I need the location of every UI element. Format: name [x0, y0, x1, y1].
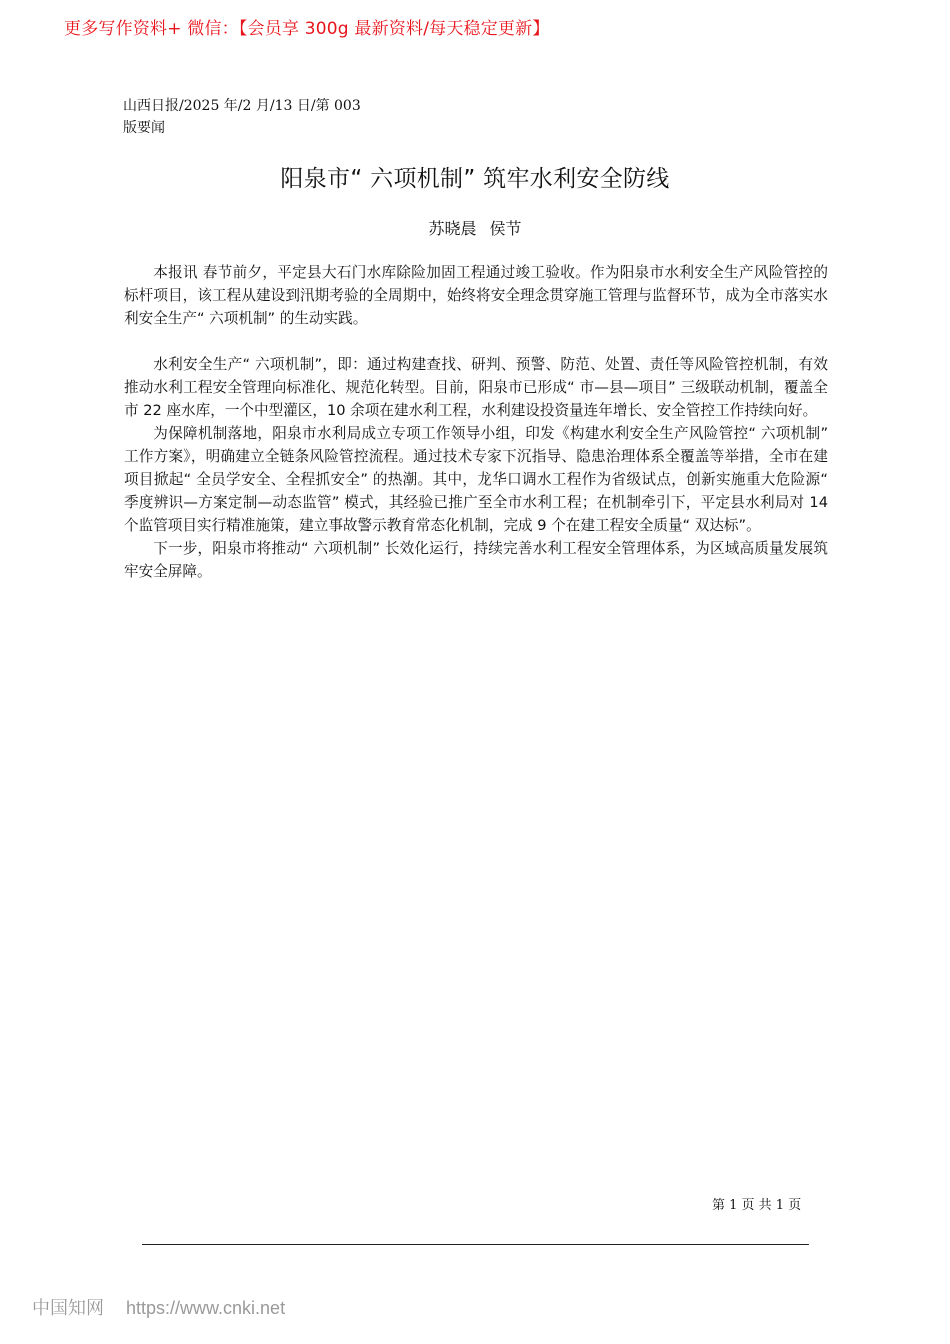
- article-authors: 苏晓晨 侯节: [428, 219, 522, 238]
- paragraph-4: 下一步，阳泉市将推动“ 六项机制” 长效化运行，持续完善水利工程安全管理体系，为区域高质量发展筑牢安全屏障。: [124, 540, 828, 580]
- cnki-footer: [32, 1294, 285, 1320]
- paragraph-3: 为保障机制落地，阳泉市水利局成立专项工作领导小组，印发《构建水利安全生产风险管控“ 六项机制” 工作方案》，明确建立全链条风险管控流程。通过技术专家下沉指导、隐患治理体系全覆盖等举措，全市在建项目掀起“ 全员学安全、全程抓安全” 的热潮。其中，龙华口调水工程作为省级试点，创新实施重大危险源“ 季度辨识—方案定制—动态监管” 模式，其经验已推广至全市水利工程；在机制牵引下，平定县水利局对 14 个监管项目实行精准施策，建立事故警示教育常态化机制，完成 9 个在建工程安全质量“ 双达标”。: [124, 425, 828, 534]
- article-body: [124, 261, 828, 583]
- paragraph-2: 水利安全生产“ 六项机制”，即：通过构建查找、研判、预警、防范、处置、责任等风险管控机制，有效推动水利工程安全管理向标准化、规范化转型。目前，阳泉市已形成“ 市—县—项目” 三级联动机制，覆盖全市 22 座水库，一个中型灌区，10 余项在建水利工程，水利建设投资量连年增长、安全管控工作持续向好。: [124, 356, 828, 419]
- source-line: 山西日报/2025 年/2 月/13 日/第 003: [123, 98, 361, 114]
- cnki-name: 中国知网: [32, 1298, 104, 1319]
- section-label: 版要闻: [123, 120, 165, 136]
- promo-watermark: 更多写作资料+ 微信：【会员享 300g 最新资料/每天稳定更新】: [64, 19, 550, 39]
- article-title: 阳泉市“ 六项机制” 筑牢水利安全防线: [280, 166, 670, 192]
- footer-divider: [142, 1244, 809, 1245]
- source-info: [123, 95, 361, 139]
- paragraph-1: 本报讯 春节前夕，平定县大石门水库除险加固工程通过竣工验收。作为阳泉市水利安全生产风险管控的标杆项目，该工程从建设到汛期考验的全周期中，始终将安全理念贯穿施工管理与监督环节，成为全市落实水利安全生产“ 六项机制” 的生动实践。: [124, 264, 828, 327]
- page-number: 第 1 页 共 1 页: [712, 1198, 802, 1213]
- cnki-url[interactable]: https://www.cnki.net: [126, 1298, 286, 1318]
